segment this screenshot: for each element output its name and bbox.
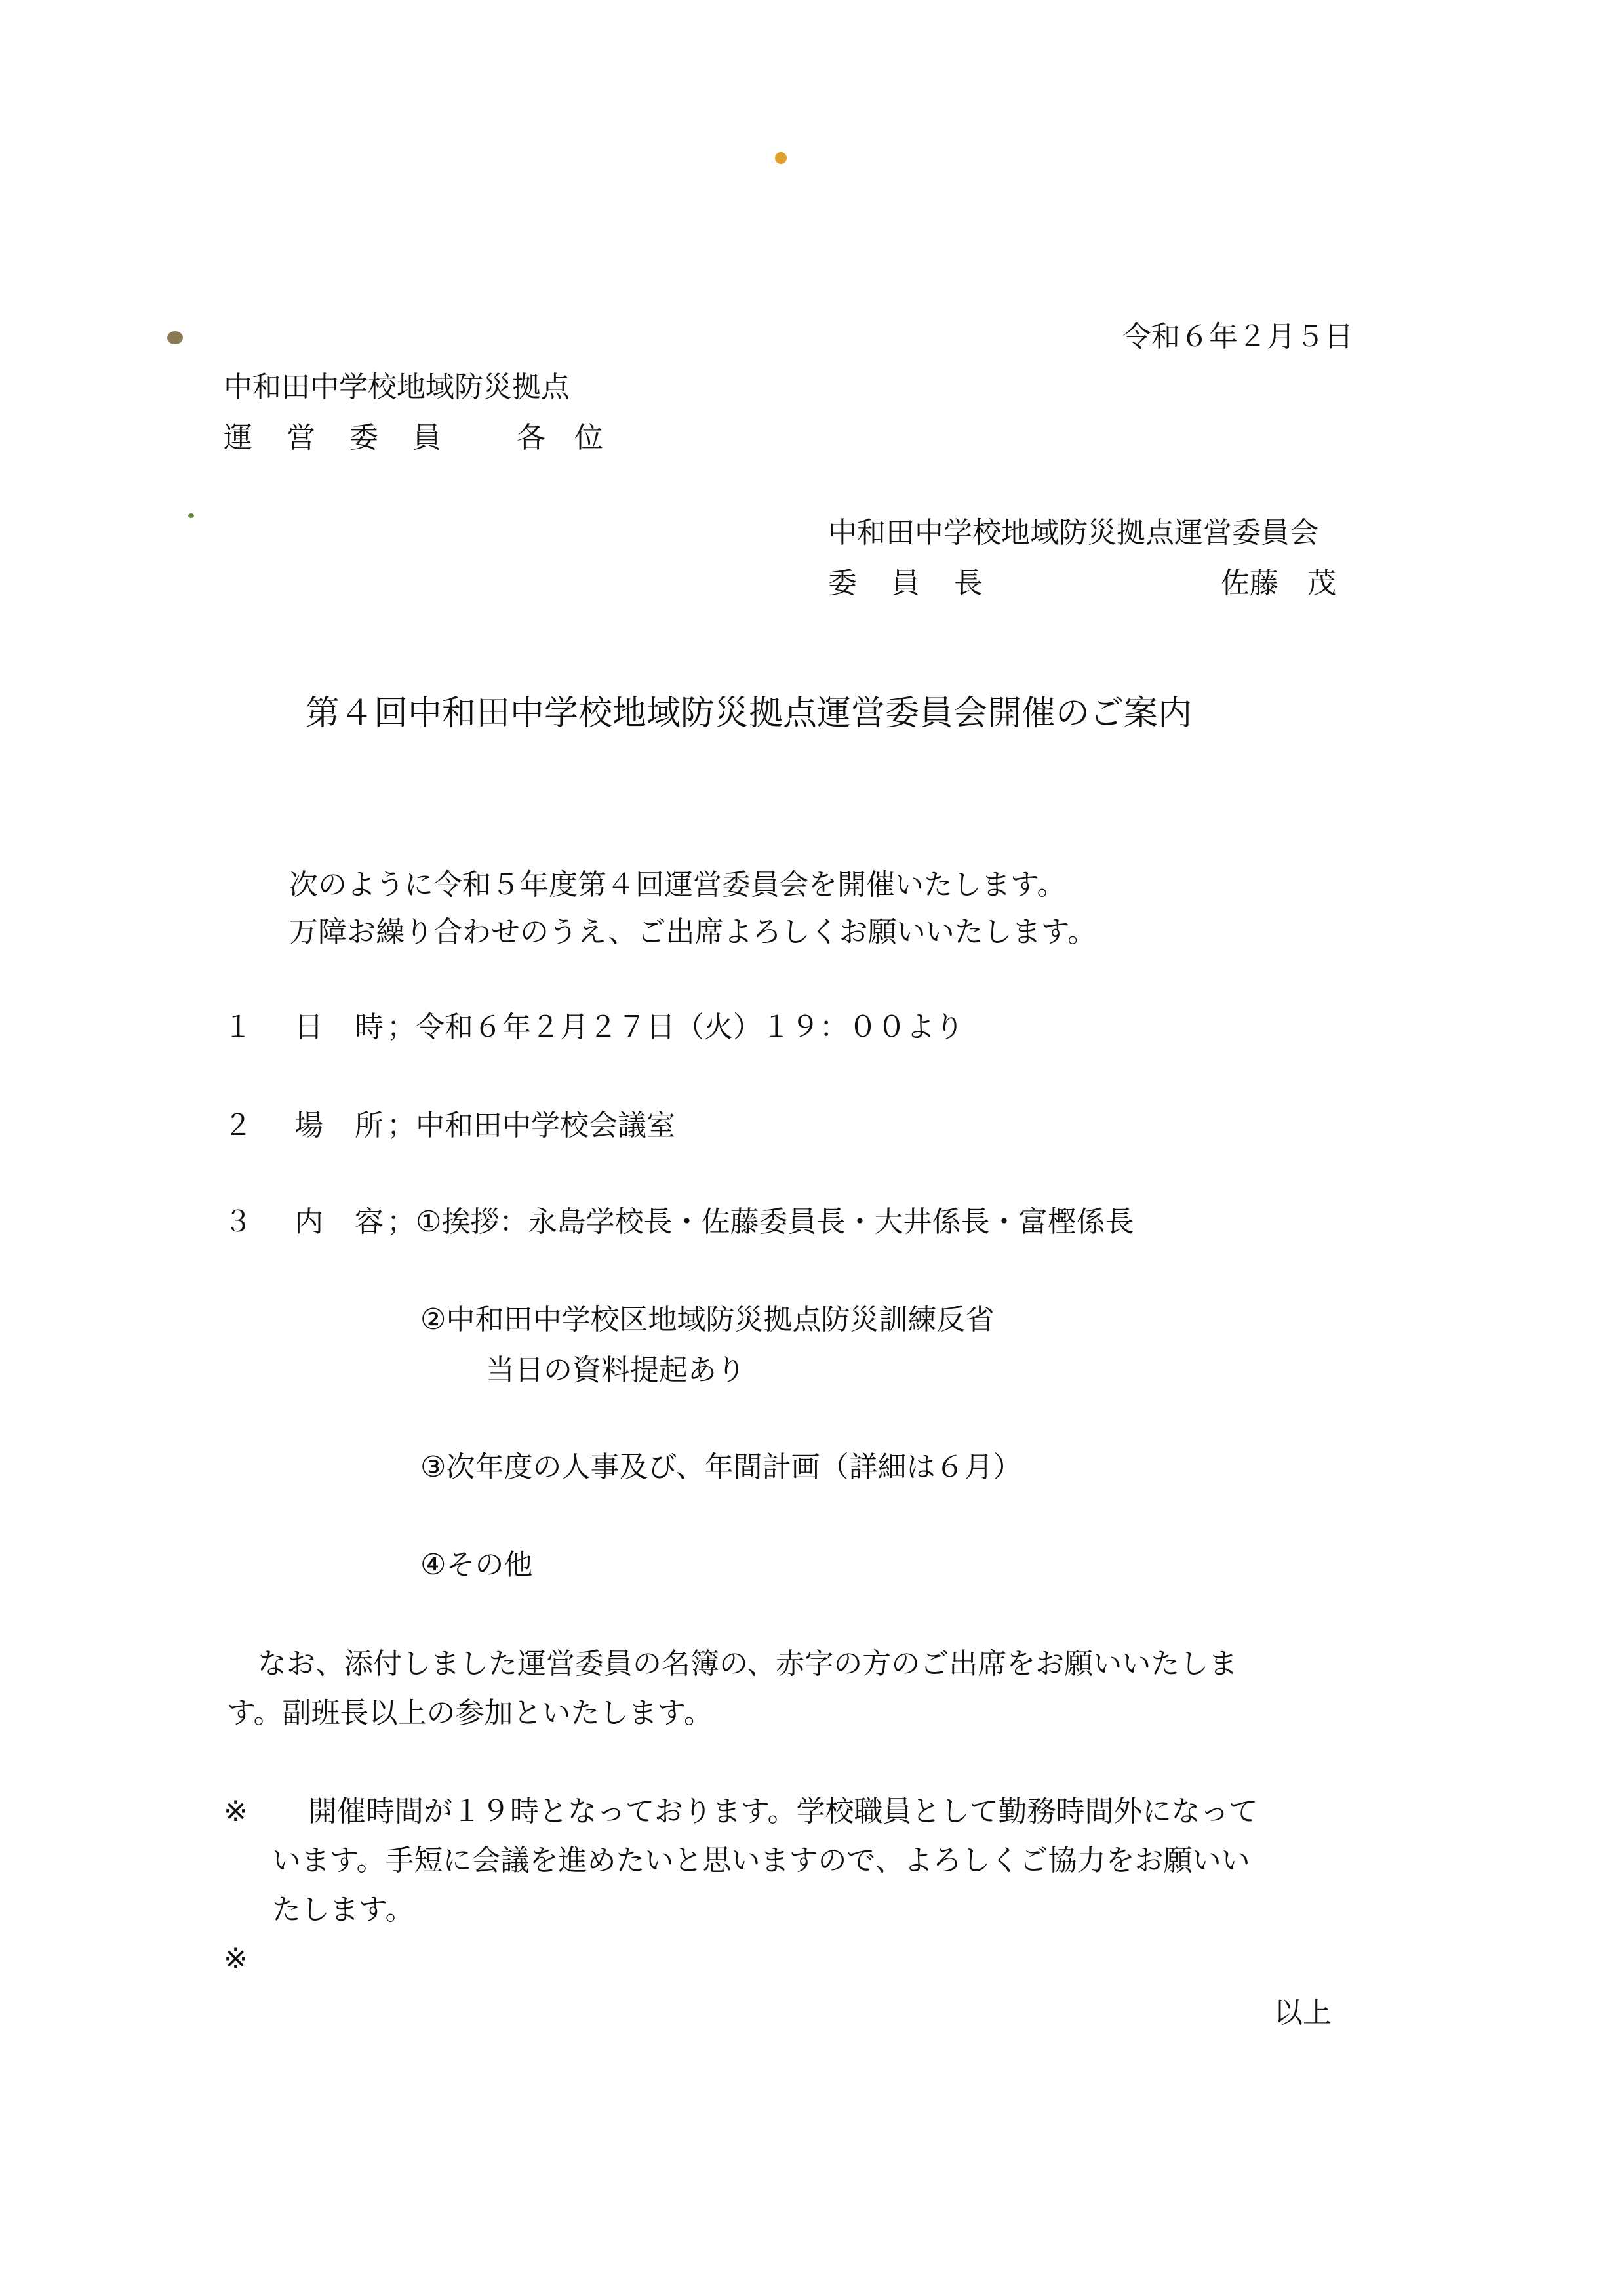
item-3-value: ；①挨拶：永島学校長・佐藤委員長・大井係長・富樫係長 [387, 1205, 1134, 1239]
recipient-line2: 運営委員 [224, 421, 475, 454]
item-2-label2: 所 [355, 1109, 384, 1142]
scan-speck [167, 331, 183, 344]
content-item-3: ③次年度の人事及び、年間計画（詳細は６月） [420, 1450, 1022, 1484]
note-line-2: す。副班長以上の参加といたします。 [227, 1696, 713, 1730]
item-2-value: ；中和田中学校会議室 [387, 1109, 675, 1142]
remark-line-2: います。手短に会議を進めたいと思いますので、よろしくご協力をお願いい [272, 1844, 1250, 1877]
recipient-line1: 中和田中学校地域防災拠点 [224, 370, 570, 404]
item-2-label: 場 [294, 1109, 323, 1142]
document-date: 令和６年２月５日 [1122, 320, 1353, 353]
item-3-label: 内 [294, 1205, 323, 1239]
recipient-line2-suffix: 各位 [517, 421, 632, 454]
closing-text: 以上 [1274, 1996, 1332, 2029]
content-item-4: ④その他 [420, 1548, 533, 1582]
document-title: 第４回中和田中学校地域防災拠点運営委員会開催のご案内 [306, 694, 1193, 733]
item-1-value: ；令和６年２月２７日（火）１９：００より [387, 1010, 964, 1044]
item-1-number: １ [224, 1010, 252, 1044]
intro-line-2: 万障お繰り合わせのうえ、ご出席よろしくお願いいたします。 [289, 915, 1097, 949]
remark2-mark: ※ [224, 1942, 248, 1976]
remark-line-1: 開催時間が１９時となっております。学校職員として勤務時間外になって [308, 1795, 1258, 1828]
scan-speck [188, 513, 194, 518]
sender-org: 中和田中学校地域防災拠点運営委員会 [828, 516, 1318, 549]
sender-role: 委員長 [828, 567, 1017, 600]
item-1-label: 日 [294, 1010, 323, 1044]
item-2-number: ２ [224, 1109, 252, 1142]
item-3-number: ３ [224, 1205, 252, 1239]
item-1-label2: 時 [355, 1010, 384, 1044]
note-line-1: なお、添付しました運営委員の名簿の、赤字の方のご出席をお願いいたしま [258, 1647, 1238, 1681]
remark-mark: ※ [224, 1795, 248, 1828]
content-item-2: ②中和田中学校区地域防災拠点防災訓練反省 [420, 1303, 995, 1336]
sender-name: 佐藤 茂 [1221, 567, 1336, 600]
item-3-label2: 容 [355, 1205, 384, 1239]
scan-speck [775, 152, 787, 164]
intro-line-1: 次のように令和５年度第４回運営委員会を開催いたします。 [289, 868, 1066, 902]
remark-line-3: たします。 [272, 1893, 414, 1926]
content-item-2-detail: 当日の資料提起あり [486, 1353, 745, 1387]
